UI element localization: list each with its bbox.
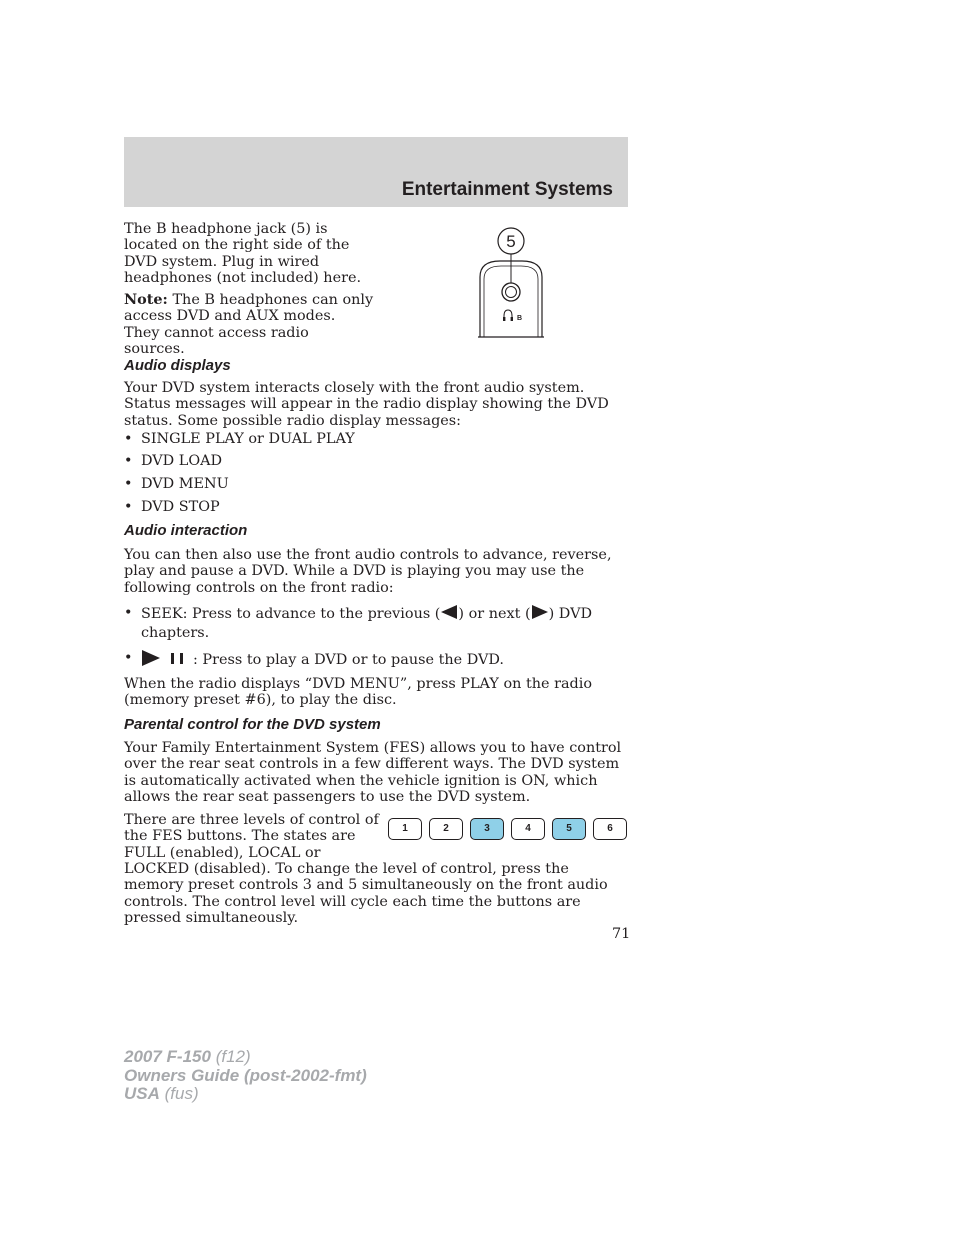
- play-pause-icon: [141, 650, 193, 666]
- audio-interaction-heading: Audio interaction: [124, 522, 248, 539]
- callout-number: 5: [506, 232, 516, 251]
- parental-control-heading: Parental control for the DVD system: [124, 716, 381, 733]
- levels-paragraph: LOCKED (disabled). To change the level of control, press the memory preset controls 3 and 5 simultaneously on the front audio controls. The control level will cycle each time the buttons are pressed simultaneously.: [124, 861, 608, 927]
- seek-text: ) or next (: [458, 606, 531, 622]
- note-label: Note:: [124, 291, 168, 308]
- audio-displays-body: Your DVD system interacts closely with the front audio system. Status messages will appear in the radio display showing the DVD status. Some possible radio display messages:: [124, 380, 609, 429]
- headphone-jack-figure: [470, 225, 560, 345]
- headphone-paragraph: The B headphone jack (5) is located on the right side of the DVD system. Plug in wired headphones (not included) here.: [124, 221, 362, 287]
- parental-control-body: Your Family Entertainment System (FES) allows you to have control over the rear seat controls in a few different ways. The DVD system is automatically activated when the vehicle ignition is ON, which allows the rear seat passengers to use the DVD system.: [124, 740, 622, 806]
- preset-button-5: 5: [552, 818, 586, 840]
- headphone-note: [124, 292, 374, 358]
- seek-text: chapters.: [141, 625, 210, 641]
- levels-line: FULL (enabled), LOCAL or: [124, 845, 321, 861]
- seek-text: ) DVD: [548, 606, 593, 622]
- levels-line: There are three levels of control of: [124, 812, 379, 828]
- note-text: The B headphones can only access DVD and AUX modes. They cannot access radio sources.: [124, 292, 374, 358]
- footer-line: Owners Guide (post-2002-fmt): [124, 1065, 367, 1085]
- list-item-text: DVD LOAD: [141, 453, 223, 469]
- list-item-seek: • SEEK: Press to advance to the previous ( ) or next ( ) DVD chapters.: [124, 605, 593, 641]
- document-footer: [124, 1048, 367, 1104]
- audio-interaction-body: You can then also use the front audio controls to advance, reverse, play and pause a DVD. While a DVD is playing you may use the following controls on the front radio:: [124, 547, 612, 596]
- page-number: 71: [612, 926, 631, 942]
- preset-button-1: 1: [388, 818, 422, 840]
- list-item-text: DVD MENU: [141, 476, 229, 492]
- preset-button-3: 3: [470, 818, 504, 840]
- jack-label: B: [517, 315, 523, 322]
- preset-button-2: 2: [429, 818, 463, 840]
- list-item-text: SINGLE PLAY or DUAL PLAY: [141, 431, 355, 447]
- section-header: [124, 137, 628, 207]
- section-title: Entertainment Systems: [401, 179, 613, 200]
- preset-button-4: 4: [511, 818, 545, 840]
- play-text: : Press to play a DVD or to pause the DVD.: [193, 652, 505, 668]
- seek-text: SEEK: Press to advance to the previous (: [141, 606, 441, 622]
- dvd-menu-paragraph: When the radio displays “DVD MENU”, press PLAY on the radio (memory preset #6), to play the disc.: [124, 676, 593, 709]
- levels-line: the FES buttons. The states are: [124, 828, 356, 844]
- seek-next-icon: [531, 605, 549, 619]
- preset-button-6: 6: [593, 818, 627, 840]
- footer-line: 2007 F-150 (f12): [124, 1047, 251, 1066]
- footer-line: USA (fus): [124, 1084, 199, 1103]
- seek-previous-icon: [440, 605, 458, 619]
- list-item-text: DVD STOP: [141, 499, 220, 515]
- audio-displays-heading: Audio displays: [124, 357, 231, 374]
- memory-preset-buttons: [388, 818, 628, 842]
